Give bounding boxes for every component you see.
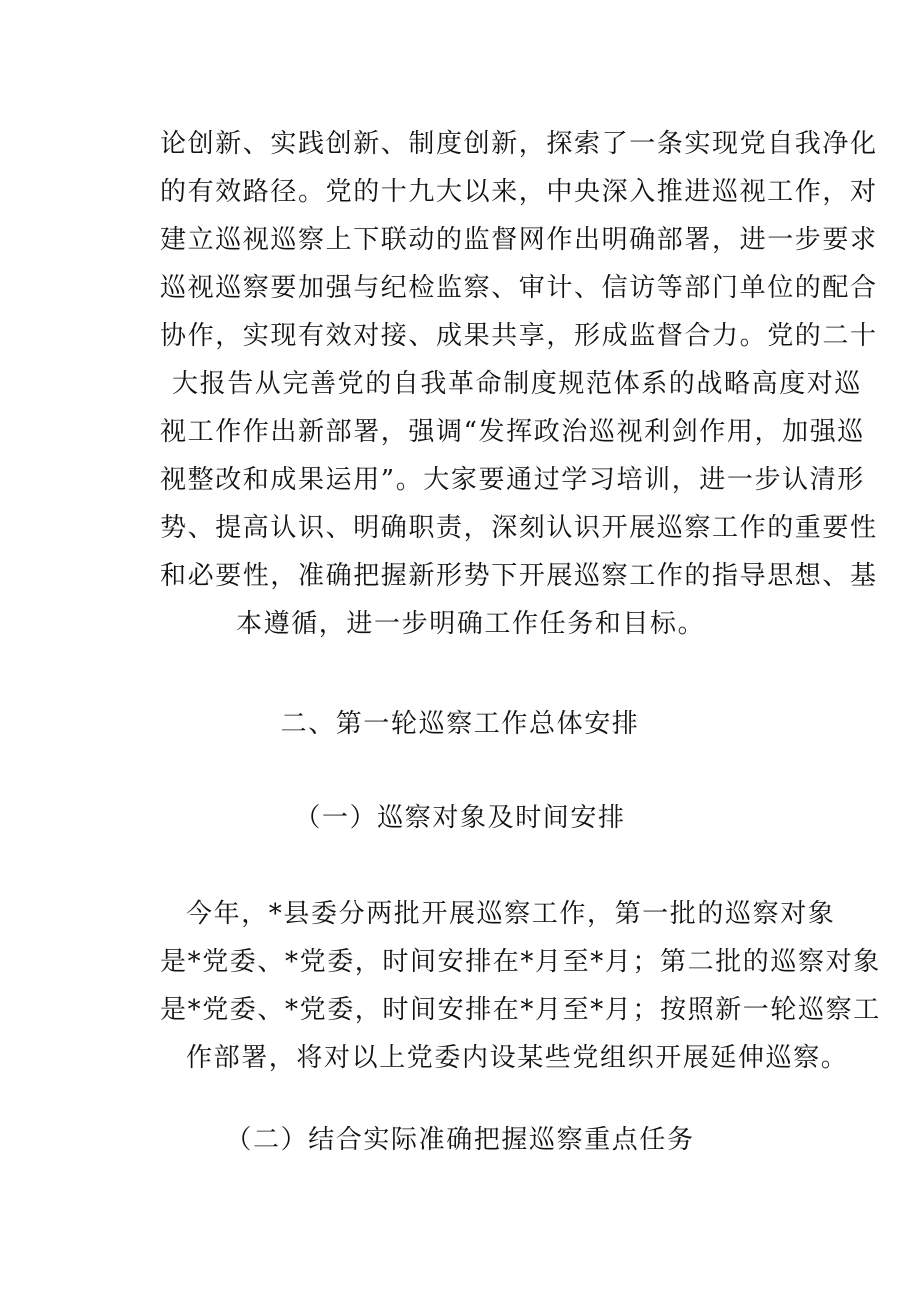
paragraph-line: 和必要性，准确把握新形势下开展巡察工作的指导思想、基 [160,561,878,591]
paragraph-line: 作部署，将对以上党委内设某些党组织开展延伸巡察。 [186,1043,849,1073]
paragraph-line: 是*党委、*党委，时间安排在*月至*月；第二批的巡察对象 [160,947,881,977]
section-heading: 二、第一轮巡察工作总体安排 [280,709,640,739]
paragraph-line: 建立巡视巡察上下联动的监督网作出明确部署，进一步要求 [160,225,878,255]
paragraph-line: 是*党委、*党委，时间安排在*月至*月；按照新一轮巡察工 [160,995,881,1025]
subsection-heading: （一）巡察对象及时间安排 [294,803,626,833]
paragraph-line: 势、提高认识、明确职责，深刻认识开展巡察工作的重要性 [160,513,878,543]
paragraph-line: 的有效路径。党的十九大以来，中央深入推进巡视工作，对 [160,177,878,207]
paragraph-line: 巡视巡察要加强与纪检监察、审计、信访等部门单位的配合 [160,273,878,303]
paragraph-line: 论创新、实践创新、制度创新，探索了一条实现党自我净化 [160,129,878,159]
paragraph-line: 本遵循，进一步明确工作任务和目标。 [236,609,706,639]
paragraph-line: 大报告从完善党的自我革命制度规范体系的战略高度对巡 [172,369,863,399]
paragraph-line: 协作，实现有效对接、成果共享，形成监督合力。党的二十 [160,321,878,351]
paragraph-line: 视工作作出新部署，强调“发挥政治巡视利剑作用，加强巡 [160,417,865,447]
paragraph-line: 今年，*县委分两批开展巡察工作，第一批的巡察对象 [186,899,836,929]
paragraph-line: 视整改和成果运用”。大家要通过学习培训，进一步认清形 [160,465,865,495]
subsection-heading: （二）结合实际准确把握巡察重点任务 [225,1125,695,1155]
